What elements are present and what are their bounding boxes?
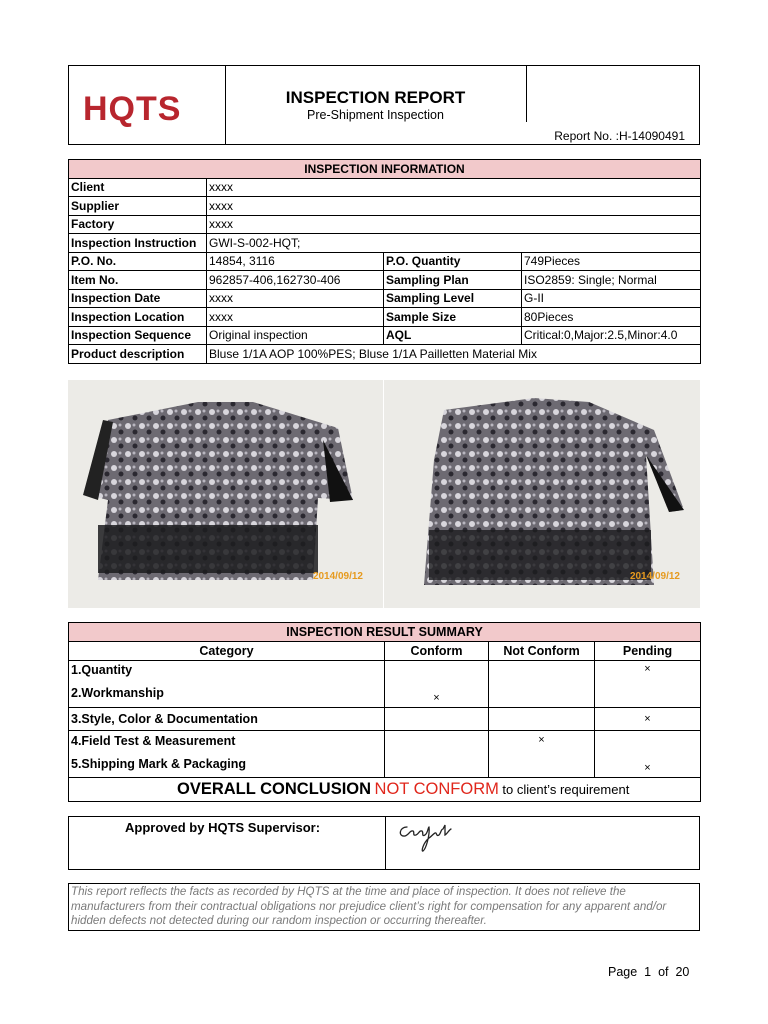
style-pending-mark: × <box>595 708 701 731</box>
sequence-value: Original inspection <box>207 326 384 345</box>
product-value: Bluse 1/1A AOP 100%PES; Bluse 1/1A Pailletten Material Mix <box>207 345 701 364</box>
sampling-level-value: G-II <box>522 289 701 308</box>
report-subtitle: Pre-Shipment Inspection <box>307 108 444 122</box>
page-word: Page <box>608 965 638 979</box>
product-photos <box>68 380 700 608</box>
product-photo-left <box>68 380 383 608</box>
supervisor-signature <box>395 821 465 860</box>
hqts-logo: HQTS <box>83 90 182 128</box>
logo-cell <box>69 66 226 144</box>
col-pending: Pending <box>595 642 701 661</box>
empty-cell <box>489 708 595 731</box>
row-shipping-label: 5.Shipping Mark & Packaging <box>71 757 247 771</box>
approval-divider <box>385 817 386 869</box>
item-no-label: Item No. <box>69 271 207 290</box>
date-label: Inspection Date <box>69 289 207 308</box>
supplier-value: xxxx <box>207 197 701 216</box>
instruction-value: GWI-S-002-HQT; <box>207 234 701 253</box>
overall-suffix: to client’s requirement <box>502 782 630 797</box>
sampling-plan-label: Sampling Plan <box>384 271 522 290</box>
empty-cell <box>385 708 489 731</box>
field-test-not-conform-mark: × <box>489 731 595 778</box>
summary-row-quantity-workmanship <box>69 661 385 708</box>
item-no-value: 962857-406,162730-406 <box>207 271 384 290</box>
shipping-pending-mark: × <box>595 731 701 778</box>
page-indicator <box>608 965 689 979</box>
row-workmanship-label: 2.Workmanship <box>71 686 164 700</box>
inspection-info-table <box>68 159 701 364</box>
row-style-label: 3.Style, Color & Documentation <box>69 708 385 731</box>
disclaimer: This report reflects the facts as recorded by HQTS at the time and place of inspection. It does not relieve the manufacturers from their contractual obligations nor prejudice client’s right for compensation for any apparent and/or hidden defects not detected during our random inspection or occurring thereafter. <box>68 883 700 931</box>
signature-icon <box>395 821 465 855</box>
row-field-test-label: 4.Field Test & Measurement <box>71 734 236 748</box>
sequence-label: Inspection Sequence <box>69 326 207 345</box>
sampling-plan-value: ISO2859: Single; Normal <box>522 271 701 290</box>
location-value: xxxx <box>207 308 384 327</box>
factory-label: Factory <box>69 215 207 234</box>
photo-date-stamp-right: 2014/09/12 <box>629 571 680 582</box>
col-conform: Conform <box>385 642 489 661</box>
page-current: 1 <box>644 965 652 979</box>
sample-size-label: Sample Size <box>384 308 522 327</box>
po-qty-label: P.O. Quantity <box>384 252 522 271</box>
report-title: INSPECTION REPORT <box>285 88 466 107</box>
sample-size-value: 80Pieces <box>522 308 701 327</box>
report-header <box>68 65 700 145</box>
overall-result: NOT CONFORM <box>374 780 499 798</box>
workmanship-conform-mark: × <box>385 661 489 708</box>
col-not-conform: Not Conform <box>489 642 595 661</box>
approval-label: Approved by HQTS Supervisor: <box>125 820 321 835</box>
page-of: of <box>658 965 669 979</box>
approval-box <box>68 816 700 870</box>
date-value: xxxx <box>207 289 384 308</box>
client-value: xxxx <box>207 178 701 197</box>
summary-heading: INSPECTION RESULT SUMMARY <box>69 623 701 642</box>
page-total: 20 <box>675 965 690 979</box>
instruction-label: Inspection Instruction <box>69 234 207 253</box>
supplier-label: Supplier <box>69 197 207 216</box>
po-no-value: 14854, 3116 <box>207 252 384 271</box>
overall-conclusion <box>69 778 701 802</box>
empty-cell <box>489 661 595 708</box>
photo-date-stamp-left: 2014/09/12 <box>312 571 363 582</box>
report-number: Report No. :H-14090491 <box>554 129 685 143</box>
po-qty-value: 749Pieces <box>522 252 701 271</box>
po-no-label: P.O. No. <box>69 252 207 271</box>
location-label: Inspection Location <box>69 308 207 327</box>
row-quantity-label: 1.Quantity <box>71 663 133 677</box>
header-divider <box>526 66 528 122</box>
product-photo-right <box>384 380 700 608</box>
overall-label: OVERALL CONCLUSION <box>177 780 372 798</box>
client-label: Client <box>69 178 207 197</box>
col-category: Category <box>69 642 385 661</box>
quantity-pending-mark: × <box>595 661 701 708</box>
sampling-level-label: Sampling Level <box>384 289 522 308</box>
aql-value: Critical:0,Major:2.5,Minor:4.0 <box>522 326 701 345</box>
product-label: Product description <box>69 345 207 364</box>
summary-row-field-shipping <box>69 731 385 778</box>
factory-value: xxxx <box>207 215 701 234</box>
aql-label: AQL <box>384 326 522 345</box>
empty-cell <box>385 731 489 778</box>
info-heading: INSPECTION INFORMATION <box>69 160 701 179</box>
result-summary-table <box>68 622 701 802</box>
